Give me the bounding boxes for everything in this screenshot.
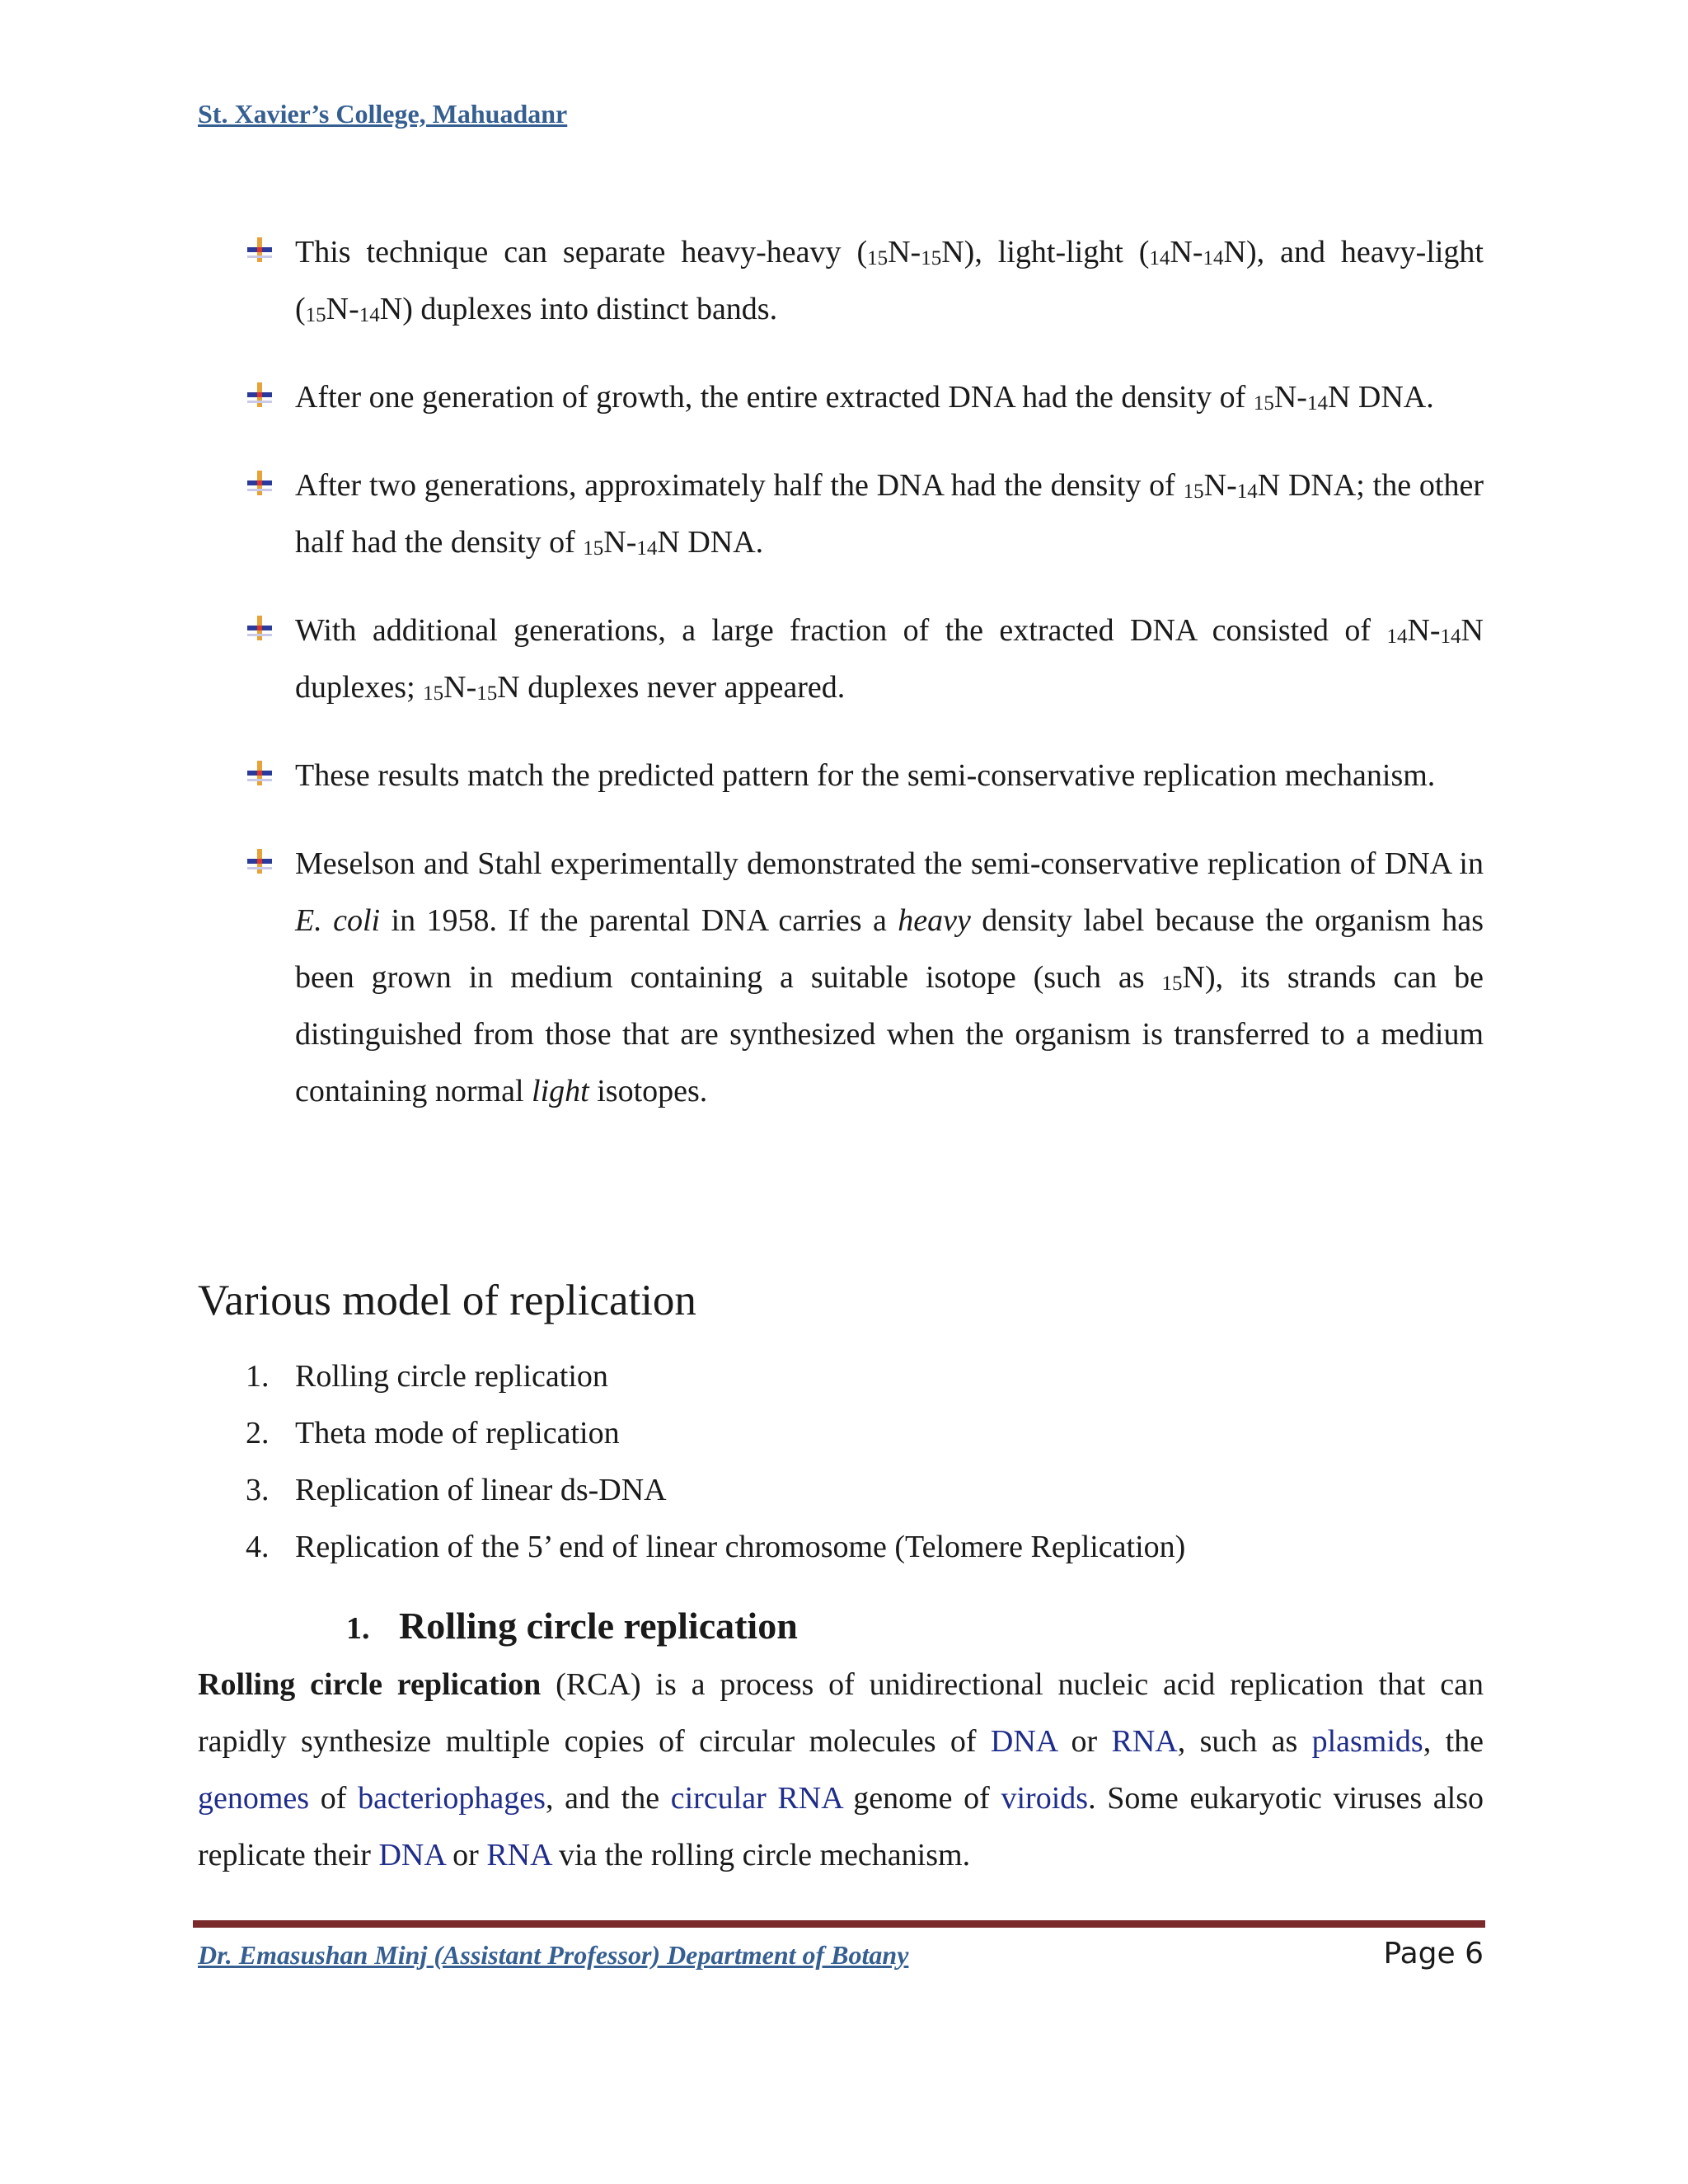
- text-run: N-: [1273, 380, 1307, 415]
- bullet-item: [198, 457, 1484, 571]
- plus-arrow-bullet-icon: [246, 759, 274, 787]
- isotope-number: 15: [1161, 972, 1183, 995]
- text-run: This technique can separate heavy-heavy (: [295, 235, 868, 269]
- rolling-circle-paragraph: [198, 1657, 1484, 1884]
- hyperlink[interactable]: circular RNA: [670, 1781, 842, 1816]
- list-number: 2.: [246, 1416, 270, 1451]
- text-run: N), and heavy-light (: [295, 235, 1484, 326]
- italic-term: heavy: [898, 903, 971, 938]
- isotope-number: 15: [867, 247, 889, 269]
- plus-arrow-bullet-icon: [246, 381, 274, 409]
- text-run: N-: [1170, 235, 1203, 269]
- footer-author: Dr. Emasushan Minj (Assistant Professor) Department of Botany: [198, 1940, 909, 1970]
- subsection-title: Rolling circle replication: [399, 1605, 798, 1647]
- hyperlink[interactable]: genomes: [198, 1781, 310, 1816]
- college-header: St. Xavier’s College, Mahuadanr: [198, 99, 568, 129]
- text-run: N duplexes never appeared.: [497, 670, 846, 705]
- list-label: Rolling circle replication: [295, 1359, 608, 1394]
- list-label: Replication of the 5’ end of linear chromosome (Telomere Replication): [295, 1530, 1186, 1564]
- italic-term: E. coli: [295, 903, 381, 938]
- text-run: N), its strands can be distinguished from those that are synthesized when the organism is transferred to a medium containing normal: [295, 960, 1484, 1108]
- text-run: With additional generations, a large fraction of the extracted DNA consisted of: [295, 613, 1387, 648]
- text-run: genome of: [842, 1781, 1001, 1816]
- text-run: These results match the predicted pattern for the semi-conservative replication mechanism.: [295, 758, 1436, 793]
- text-run: N DNA.: [657, 525, 764, 560]
- italic-term: light: [532, 1074, 589, 1108]
- bullet-item: [198, 224, 1484, 338]
- text-run: in 1958. If the parental DNA carries a: [380, 903, 898, 938]
- isotope-number: 14: [1440, 626, 1461, 648]
- text-run: via the rolling circle mechanism.: [551, 1838, 971, 1872]
- footer-divider: [193, 1920, 1485, 1928]
- list-number: 3.: [246, 1473, 270, 1507]
- isotope-number: 15: [921, 247, 942, 269]
- isotope-number: 14: [359, 304, 380, 326]
- isotope-number: 15: [1253, 392, 1274, 415]
- isotope-number: 14: [1236, 480, 1258, 503]
- text-run: (RCA) is a process of unidirectional nucleic acid replication that can rapidly synthesize multiple copies of circular molecules of: [198, 1667, 1484, 1759]
- hyperlink[interactable]: viroids: [1001, 1781, 1089, 1816]
- plus-arrow-bullet-icon: [246, 614, 274, 642]
- text-run: or: [444, 1838, 487, 1872]
- model-list-item: [198, 1519, 1484, 1576]
- text-run: N) duplexes into distinct bands.: [379, 292, 778, 326]
- plus-arrow-bullet-icon: [246, 236, 274, 264]
- isotope-number: 14: [1149, 247, 1170, 269]
- bullet-text: [295, 369, 1484, 426]
- text-run: , and the: [545, 1781, 671, 1816]
- text-run: After two generations, approximately half the DNA had the density of: [295, 468, 1184, 503]
- bullet-text: [295, 748, 1484, 804]
- text-run: N DNA.: [1327, 380, 1434, 415]
- isotope-number: 14: [1386, 626, 1408, 648]
- bullet-list: [198, 224, 1484, 1151]
- hyperlink[interactable]: bacteriophages: [358, 1781, 546, 1816]
- list-label: Replication of linear ds-DNA: [295, 1473, 667, 1507]
- list-label: Theta mode of replication: [295, 1416, 620, 1451]
- isotope-number: 15: [476, 682, 498, 705]
- bullet-item: [198, 836, 1484, 1120]
- isotope-number: 15: [1183, 480, 1204, 503]
- bullet-text: [295, 602, 1484, 716]
- hyperlink[interactable]: RNA: [486, 1838, 551, 1872]
- model-list-item: [198, 1405, 1484, 1462]
- section-title: Various model of replication: [198, 1277, 696, 1324]
- hyperlink[interactable]: plasmids: [1311, 1724, 1423, 1759]
- bullet-item: [198, 602, 1484, 716]
- text-run: N-: [326, 292, 359, 326]
- subsection-number: 1.: [346, 1611, 370, 1646]
- text-run: N-: [1407, 613, 1441, 648]
- list-number: 1.: [246, 1359, 270, 1394]
- isotope-number: 15: [423, 682, 444, 705]
- isotope-number: 14: [1203, 247, 1224, 269]
- page-number: Page 6: [1383, 1937, 1484, 1971]
- bullet-text: [295, 224, 1484, 338]
- isotope-number: 15: [583, 537, 604, 560]
- subsection-heading: [346, 1604, 798, 1647]
- text-run: or: [1057, 1724, 1112, 1759]
- isotope-number: 14: [1306, 392, 1328, 415]
- bold-term: Rolling circle replication: [198, 1667, 542, 1702]
- text-run: , such as: [1177, 1724, 1312, 1759]
- text-run: isotopes.: [588, 1074, 708, 1108]
- hyperlink[interactable]: DNA: [990, 1724, 1057, 1759]
- text-run: N-: [603, 525, 637, 560]
- text-run: density label because the organism has been grown in medium containing a suitable isotope (such as: [295, 903, 1484, 995]
- bullet-item: [198, 369, 1484, 426]
- model-list-item: [198, 1348, 1484, 1405]
- text-run: N), light-light (: [941, 235, 1150, 269]
- replication-model-list: [198, 1348, 1484, 1576]
- hyperlink[interactable]: DNA: [378, 1838, 445, 1872]
- list-number: 4.: [246, 1530, 270, 1564]
- text-run: N-: [1203, 468, 1237, 503]
- text-run: of: [309, 1781, 359, 1816]
- bullet-text: [295, 457, 1484, 571]
- bullet-item: [198, 748, 1484, 804]
- isotope-number: 14: [636, 537, 658, 560]
- text-run: N-: [888, 235, 921, 269]
- text-run: Meselson and Stahl experimentally demonstrated the semi-conservative replication of DNA in: [295, 846, 1484, 881]
- text-run: , the: [1423, 1724, 1484, 1759]
- hyperlink[interactable]: RNA: [1111, 1724, 1178, 1759]
- plus-arrow-bullet-icon: [246, 847, 274, 875]
- text-run: N-: [443, 670, 477, 705]
- text-run: N DNA; the other half had the density of: [295, 468, 1484, 560]
- bullet-text: [295, 836, 1484, 1120]
- text-run: After one generation of growth, the entire extracted DNA had the density of: [295, 380, 1254, 415]
- text-run: N duplexes;: [295, 613, 1484, 705]
- text-run: . Some eukaryotic viruses also replicate their: [198, 1781, 1484, 1872]
- plus-arrow-bullet-icon: [246, 469, 274, 497]
- model-list-item: [198, 1462, 1484, 1519]
- isotope-number: 15: [305, 304, 326, 326]
